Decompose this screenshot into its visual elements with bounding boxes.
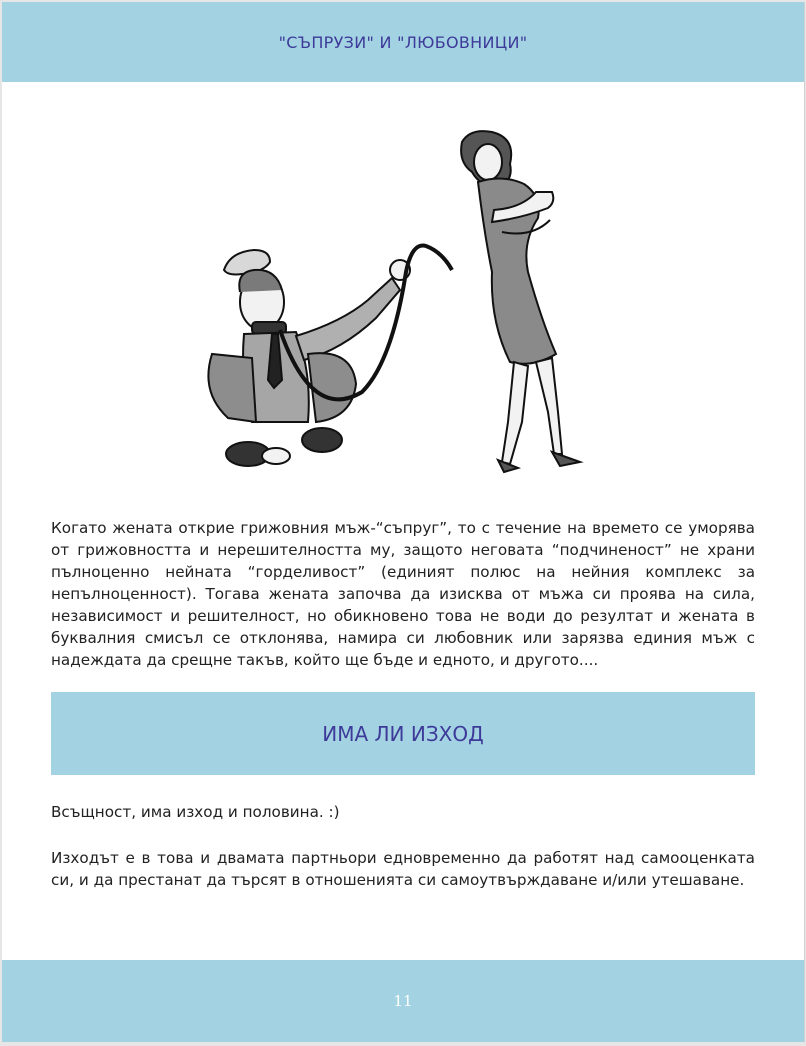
body-paragraph: Когато жената открие грижовния мъж-“съпруг”, то с течение на времето се уморява от грижовността и нерешителността му, защото неговата “подчиненост” не храни пълноценно нейната “горделивост” (единият полюс на нейния комплекс за непълноценност). Тогава жената започва да изисква от мъжа си проява на сила, независимост и решителност, но обикновено това не води до резултат и жената в буквалния смисъл се отклонява, намира си любовник или зарязва единия мъж с надеждата да срещне такъв, който ще бъде и едното, и другото.... [51, 519, 755, 669]
header-band [2, 2, 804, 82]
crouching-man-figure [208, 250, 410, 466]
standing-woman-figure [461, 131, 580, 472]
document-page [2, 2, 805, 1042]
page-number: 11 [393, 992, 413, 1010]
footer-band [2, 960, 804, 1042]
page-header-title: "СЪПРУЗИ" И "ЛЮБОВНИЦИ" [278, 32, 528, 52]
section-title: ИМА ЛИ ИЗХОД [322, 721, 484, 746]
section-heading-band [51, 692, 755, 775]
section-paragraph: Изходът е в това и двамата партньори едновременно да работят над самооценката си, и да престанат да търсят в отношенията си самоутвърждаване и/или утешаване. [51, 849, 755, 889]
couple-leash-cartoon-icon [192, 122, 602, 482]
section-intro-line: Всъщност, има изход и половина. :) [51, 803, 340, 821]
